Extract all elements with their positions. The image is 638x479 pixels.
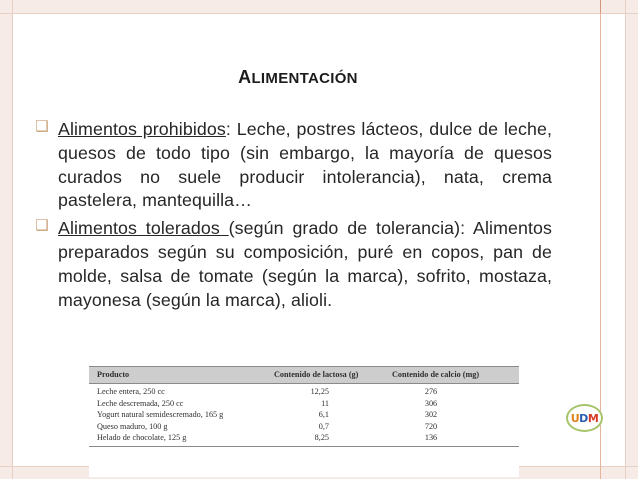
table-row <box>89 398 519 410</box>
logo-letter-m: M <box>587 411 599 425</box>
frame-line-top <box>0 13 638 14</box>
table-bottom-rule <box>89 446 519 447</box>
cell-calcio: 306 <box>424 398 438 408</box>
cell-lactosa: 0,7 <box>318 421 329 431</box>
frame-line-left <box>12 0 13 479</box>
table-row <box>89 421 519 433</box>
bullet-body: (según grado de tolerancia): Alimentos preparados según su composición, puré en copos, pan de molde, salsa de tomate (según la marca), sofrito, mostaza, mayonesa (según la marca), alioli. <box>58 218 552 310</box>
title-rest: LIMENTACIÓN <box>251 70 358 87</box>
hollow-square-bullet-icon: ❑ <box>35 217 49 235</box>
bullet-text <box>58 118 552 213</box>
header-calcio: Contenido de calcio (mg) <box>392 370 480 379</box>
bullet-prohibidos <box>34 118 552 213</box>
cell-lactosa: 6,1 <box>318 410 329 420</box>
cell-calcio: 136 <box>424 433 438 443</box>
bullet-text <box>58 217 552 312</box>
logo-letter-u: U <box>570 411 580 425</box>
frame-top-band <box>0 0 638 13</box>
cell-calcio: 720 <box>424 421 438 431</box>
bullet-list <box>34 118 552 316</box>
accent-vertical-line <box>600 0 601 479</box>
cell-calcio: 302 <box>424 410 438 420</box>
cell-producto: Leche entera, 250 cc <box>97 387 165 396</box>
frame-line-right <box>625 0 626 479</box>
cell-producto: Helado de chocolate, 125 g <box>97 433 187 443</box>
table-row <box>89 409 519 421</box>
logo-letter-d: D <box>579 411 588 425</box>
cell-producto: Queso maduro, 100 g <box>97 421 168 431</box>
table-body <box>89 386 519 444</box>
bullet-body: : Leche, postres lácteos, dulce de leche, quesos de todo tipo (sin embargo, la mayoría de quesos curados no suele producir intolerancia), nata, crema pastelera, mantequilla… <box>58 119 552 211</box>
header-lactosa: Contenido de lactosa (g) <box>274 370 359 379</box>
frame-right-band <box>626 0 638 479</box>
cell-producto: Leche descremada, 250 cc <box>97 398 184 408</box>
accent-vertical-line-top <box>600 0 601 13</box>
bullet-tolerados <box>34 217 552 312</box>
table-row <box>89 386 519 398</box>
header-producto: Producto <box>97 370 130 379</box>
cell-producto: Yogurt natural semidescremado, 165 g <box>97 410 224 420</box>
cell-lactosa: 12,25 <box>310 387 329 396</box>
udm-logo <box>566 404 603 432</box>
bullet-label: Alimentos tolerados <box>58 218 229 239</box>
title-initial: A <box>238 67 252 87</box>
lactose-table <box>89 359 519 477</box>
cell-calcio: 276 <box>424 387 438 396</box>
cell-lactosa: 11 <box>321 398 329 408</box>
slide-title <box>40 67 556 88</box>
hollow-square-bullet-icon: ❑ <box>35 118 49 135</box>
frame-left-band <box>0 0 12 479</box>
bullet-label: Alimentos prohibidos <box>58 119 226 139</box>
table-header <box>89 366 519 384</box>
table-row <box>89 432 519 444</box>
cell-lactosa: 8,25 <box>314 433 329 443</box>
